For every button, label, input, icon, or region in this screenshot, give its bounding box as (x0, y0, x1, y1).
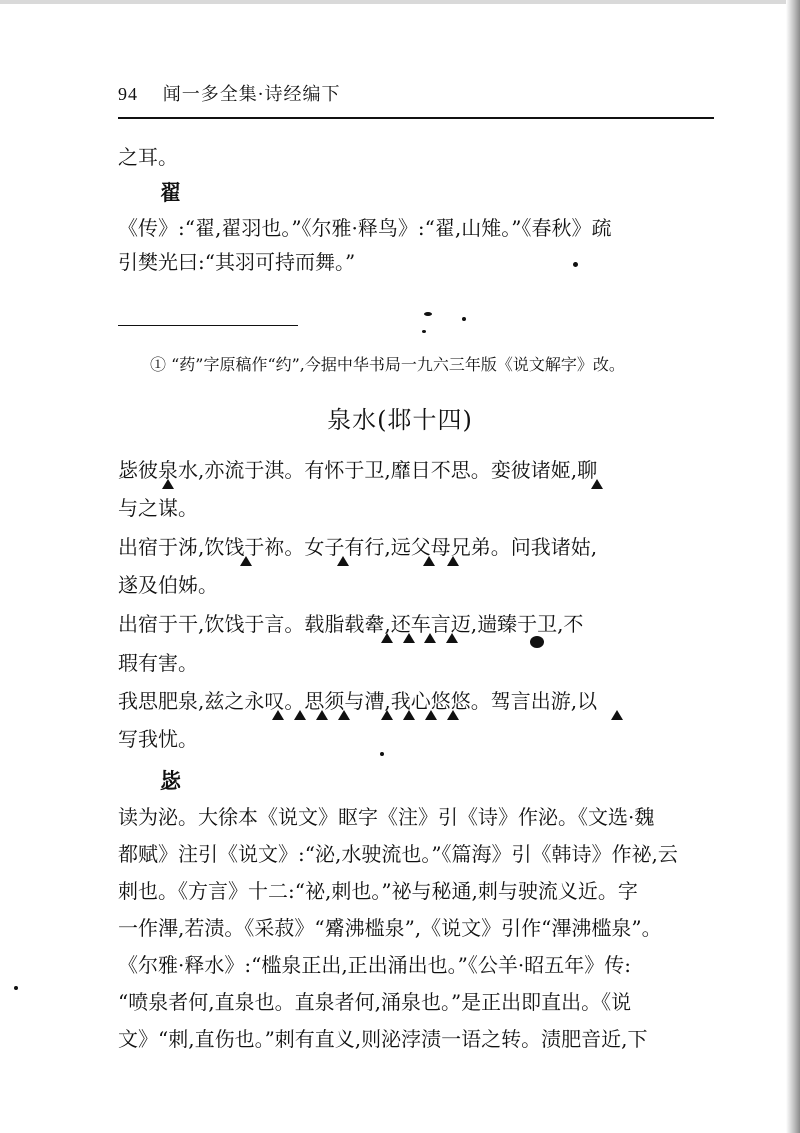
stray-mark (14, 986, 18, 990)
page-top-edge (0, 0, 800, 4)
running-header (118, 80, 340, 106)
note-line: “喷泉者何,直泉也。直泉者何,涌泉也。”是正出即直出。《说 (118, 990, 632, 1014)
text-line: 《传》:“翟,翟羽也。”《尔雅·释鸟》:“翟,山雉。”《春秋》疏 (118, 216, 612, 240)
emphasis-triangle (403, 710, 415, 720)
footnote: ① “药”字原稿作“约”,今据中华书局一九六三年版《说文解字》改。 (150, 355, 625, 374)
poem-line: 出宿于泲,饮饯于祢。女子有行,远父母兄弟。问我诸姑, (118, 535, 598, 559)
note-line: 都赋》注引《说文》:“泌,水驶流也。”《篇海》引《韩诗》作祕,云 (118, 842, 678, 866)
poem-line: 瑕有害。 (118, 651, 198, 675)
poem-title: 泉水(邶十四) (327, 406, 473, 434)
emphasis-triangle (338, 710, 350, 720)
note-line: 刺也。《方言》十二:“祕,刺也。”祕与秘通,刺与驶流义近。字 (118, 879, 638, 903)
text-line: 之耳。 (118, 145, 178, 169)
poem-line: 写我忧。 (118, 727, 198, 751)
emphasis-triangle (611, 710, 623, 720)
page-right-edge-shadow (786, 0, 800, 1133)
text-line: 引樊光曰:“其羽可持而舞。” (118, 250, 356, 274)
stray-mark (573, 262, 578, 267)
emphasis-triangle (424, 633, 436, 643)
emphasis-triangle (591, 479, 603, 489)
note-line: 文》“刺,直伤也。”刺有直义,则泌浡渍一语之转。渍肥音近,下 (118, 1027, 648, 1051)
emphasis-triangle (403, 633, 415, 643)
emphasis-triangle (240, 556, 252, 566)
poem-line: 出宿于干,饮饯于言。载脂载舝,还车言迈,遄臻于卫,不 (118, 612, 584, 636)
note-line: 读为泌。大徐本《说文》眍字《注》引《诗》作泌。《文选·魏 (118, 805, 655, 829)
emphasis-triangle (381, 710, 393, 720)
emphasis-triangle (337, 556, 349, 566)
stray-mark (380, 752, 384, 756)
stray-mark (422, 330, 426, 333)
poem-line: 遂及伯姊。 (118, 573, 218, 597)
poem-line: 毖彼泉水,亦流于淇。有怀于卫,靡日不思。娈彼诸姬,聊 (118, 458, 598, 482)
emphasis-triangle (272, 710, 284, 720)
emphasis-triangle (446, 633, 458, 643)
footnote-rule (118, 325, 298, 326)
header-rule (118, 117, 714, 119)
emphasis-triangle (381, 633, 393, 643)
term-heading: 毖 (160, 768, 181, 793)
note-line: 《尔雅·释水》:“槛泉正出,正出涌出也。”《公羊·昭五年》传: (118, 953, 631, 977)
stray-mark (462, 317, 466, 321)
stray-mark (424, 312, 432, 316)
emphasis-triangle (447, 556, 459, 566)
emphasis-triangle (316, 710, 328, 720)
poem-line: 与之谋。 (118, 496, 198, 520)
emphasis-triangle (294, 710, 306, 720)
emphasis-triangle (423, 556, 435, 566)
term-heading: 翟 (160, 180, 181, 205)
emphasis-triangle (162, 479, 174, 489)
poem-line: 我思肥泉,兹之永叹。思须与漕,我心悠悠。驾言出游,以 (118, 689, 598, 713)
note-line: 一作滭,若渍。《采菽》“觱沸槛泉”,《说文》引作“滭沸槛泉”。 (118, 916, 662, 940)
emphasis-triangle (425, 710, 437, 720)
page-number: 94 (118, 84, 138, 104)
book-title: 闻一多全集·诗经编下 (162, 84, 341, 105)
ink-blot (530, 636, 544, 648)
emphasis-triangle (447, 710, 459, 720)
